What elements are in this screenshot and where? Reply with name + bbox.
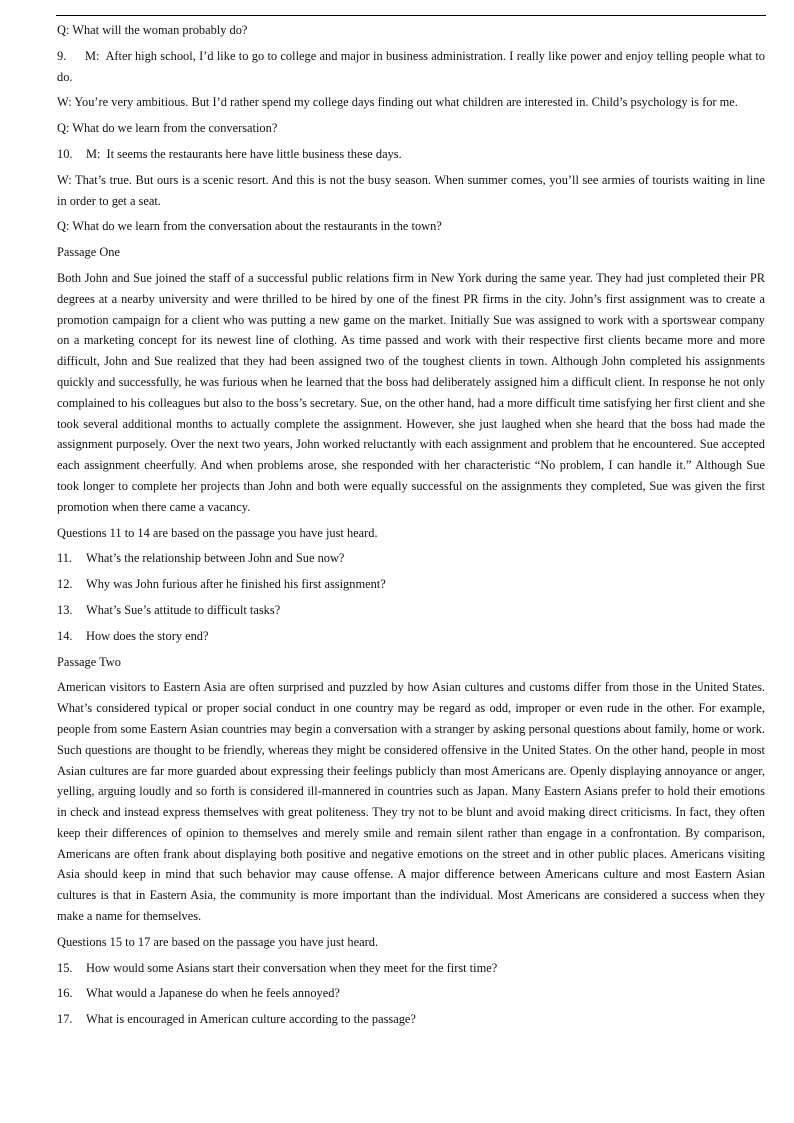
question-13 xyxy=(57,600,765,621)
question-text: What would a Japanese do when he feels annoyed? xyxy=(86,986,340,1001)
question-15 xyxy=(57,958,765,979)
question-17 xyxy=(57,1009,765,1030)
item-number: 16. xyxy=(57,986,73,1001)
item-number: 10. xyxy=(57,146,73,161)
dialogue-text: It seems the restaurants here have little business these days. xyxy=(106,146,402,161)
question-text: How would some Asians start their conversation when they meet for the first time? xyxy=(86,960,498,975)
question-12 xyxy=(57,574,765,595)
item-number: 15. xyxy=(57,960,73,975)
dialogue-text: After high school, I’d like to go to college and major in business administration. I really like power and enjoy telling people what to do. xyxy=(57,48,765,84)
question-8: Q: What will the woman probably do? xyxy=(57,23,248,37)
passage-one-intro: Questions 11 to 14 are based on the passage you have just heard. xyxy=(57,525,378,540)
question-text: What’s Sue’s attitude to difficult tasks? xyxy=(86,602,281,617)
item-number: 11. xyxy=(57,551,73,566)
question-10: Q: What do we learn from the conversation about the restaurants in the town? xyxy=(57,219,442,234)
document-body xyxy=(57,20,765,1035)
passage-one-text: Both John and Sue joined the staff of a successful public relations firm in New York during the same year. They had just completed their PR degrees at a nearby university and were thrilled to be hired by one of the finest PR firms in the city. John’s first assignment was to create a promotion campaign for a client who was putting a new game on the market. Initially Sue was assigned to work with a sportswear company on a marketing concept for its newest line of clothing. As time passed and work with their respective first clients became more and more difficult, John and Sue realized that they had been assigned two of the toughest clients in town. Although John completed his assignments quickly and successfully, he was furious when he learned that the boss had deliberately assigned him a difficult client. In response he not only complained to his colleagues but also to the boss’s secretary. Sue, on the other hand, had a more difficult time satisfying her first client and she took several additional months to actually complete the assignment. However, she just laughed when she heard that the boss had made the assignment purposely. Over the next two years, John worked reluctantly with each assignment and problem that he encountered. Sue accepted each assignment cheerfully. And when problems arose, she responded with her characteristic “No problem, I can handle it.” Although Sue took longer to complete her projects than John and both were equally successful on the assignments they completed, Sue was given the first promotion when there came a vacancy. xyxy=(57,270,765,514)
item-number: 13. xyxy=(57,602,73,617)
passage-two-text: American visitors to Eastern Asia are often surprised and puzzled by how Asian cultures and customs differ from those in the United States. What’s considered typical or proper social conduct in one country may be regard as odd, improper or even rude in the other. For example, people from some Eastern Asian countries may begin a conversation with a stranger by asking personal questions about family, home or work. Such questions are thought to be friendly, whereas they might be considered offensive in the United States. On the other hand, people in most Asian cultures are far more guarded about expressing their feelings publicly than most Americans are. Openly displaying annoyance or anger, yelling, arguing loudly and so forth is considered ill-mannered in countries such as Japan. Many Eastern Asians prefer to hold their emotions in check and instead express themselves with great politeness. They try not to be blunt and avoid making direct criticisms. In fact, they often keep their differences of opinion to themselves and merely smile and remain silent rather than engage in a confrontation. By comparison, Americans are often frank about displaying both positive and negative emotions on the street and in other public places. Americans visiting Asia should keep in mind that such behavior may cause offense. A major difference between Americans culture and most Eastern Asian cultures is that in Eastern Asia, the community is more important than the individual. Most Americans are considered a success when they make a name for themselves. xyxy=(57,680,765,924)
passage-two-intro: Questions 15 to 17 are based on the passage you have just heard. xyxy=(57,934,379,949)
question-text: How does the story end? xyxy=(86,628,209,643)
question-text: Why was John furious after he finished his first assignment? xyxy=(86,577,386,592)
speaker-label: M: xyxy=(86,146,101,161)
passage-one-heading: Passage One xyxy=(57,245,120,260)
question-9: Q: What do we learn from the conversation? xyxy=(57,121,278,136)
dialogue-9-woman: W: You’re very ambitious. But I’d rather spend my college days finding out what children are interested in. Child’s psychology is for me. xyxy=(57,95,738,110)
question-16 xyxy=(57,983,765,1004)
item-number: 17. xyxy=(57,1012,73,1027)
question-text: What is encouraged in American culture according to the passage? xyxy=(86,1012,416,1027)
dialogue-9-man xyxy=(57,46,765,88)
question-11 xyxy=(57,548,765,569)
item-number: 14. xyxy=(57,628,73,643)
question-text: What’s the relationship between John and Sue now? xyxy=(86,551,345,566)
item-number: 9. xyxy=(57,48,67,63)
dialogue-10-man xyxy=(57,144,765,165)
question-14 xyxy=(57,626,765,647)
dialogue-10-woman: W: That’s true. But ours is a scenic resort. And this is not the busy season. When summer comes, you’ll see armies of tourists waiting in line in order to get a seat. xyxy=(57,172,765,208)
passage-two-heading: Passage Two xyxy=(57,654,121,669)
speaker-label: M: xyxy=(85,48,100,63)
item-number: 12. xyxy=(57,577,73,592)
header-rule xyxy=(56,15,766,16)
